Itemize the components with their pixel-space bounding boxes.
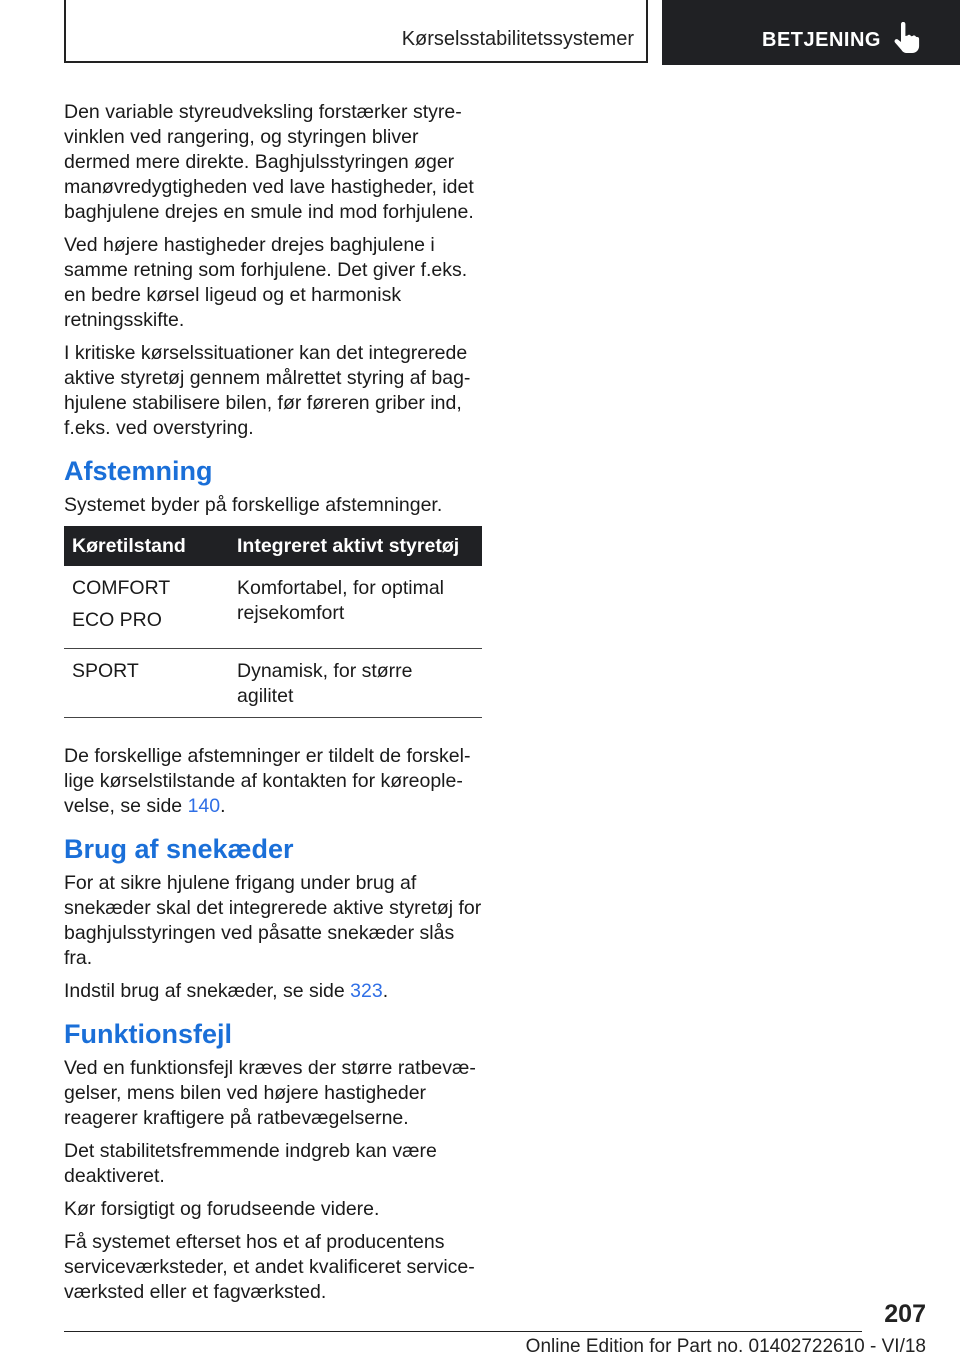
chapter-title: Kørselsstabilitetssystemer [401, 28, 634, 50]
funktionsfejl-paragraph-3: Kør forsigtigt og forudseende videre. [64, 1198, 380, 1220]
reference-text: Indstil brug af snekæder, se side [64, 980, 351, 1002]
description-cell: Dynamisk, for større agilitet [229, 649, 482, 718]
funktionsfejl-paragraph-2: Det stabilitetsfremmende indgreb kan være deaktiveret. [64, 1140, 437, 1187]
mode-table [64, 526, 482, 718]
footer-divider [64, 1331, 862, 1332]
page-link-140[interactable]: 140 [187, 795, 221, 817]
heading-snekaeder: Brug af snekæder [64, 834, 294, 864]
header-chapter-box [64, 0, 648, 63]
page-link-323[interactable]: 323 [350, 980, 383, 1002]
snekaeder-paragraph: For at sikre hjulene frigang under brug af snekæder skal det integrerede aktive styretøj for baghjulsstyringen ved påsatte snekæder slås fra. [64, 872, 482, 969]
section-title: BETJENING [762, 29, 881, 51]
heading-funktionsfejl: Funktionsfejl [64, 1019, 232, 1049]
description-cell: Komfortabel, for optimal rejsekomfort [229, 566, 482, 649]
afstemning-reference [64, 744, 482, 819]
table-header-row [64, 526, 482, 566]
column-header-mode: Køretilstand [64, 526, 229, 566]
footer-edition: Online Edition for Part no. 01402722610 - VI/18 [525, 1336, 926, 1357]
mode-comfort: COMFORT [72, 577, 171, 599]
main-column [64, 100, 482, 1313]
table-row [64, 566, 482, 649]
reference-text: De forskellige afstemninger er tildelt de forskellige kørselstilstande af kontakten for køreoplevelse, se side [64, 745, 471, 817]
reference-end: . [220, 795, 226, 817]
column-header-steering: Integreret aktivt styretøj [229, 526, 482, 566]
reference-end: . [382, 980, 389, 1002]
mode-sport: SPORT [64, 649, 229, 718]
page-number: 207 [884, 1300, 926, 1328]
table-row [64, 649, 482, 718]
funktionsfejl-paragraph-4: Få systemet efterset hos et af producentens serviceværksteder, et andet kvalificeret serviceværksted eller et fagværksted. [64, 1231, 475, 1303]
mode-cell [64, 566, 229, 649]
snekaeder-reference [64, 979, 482, 1004]
funktionsfejl-paragraph-1: Ved en funktionsfejl kræves der større ratbevægelser, mens bilen ved højere hastigheder reagerer kraftigere på ratbevægelserne. [64, 1057, 476, 1129]
mode-eco-pro: ECO PRO [72, 609, 162, 631]
heading-afstemning: Afstemning [64, 456, 213, 486]
intro-paragraph-3: I kritiske kørselssituationer kan det integrerede aktive styretøj gennem målrettet styring af baghjulene stabilisere bilen, før føreren griber ind, f.eks. ved overstyring. [64, 342, 471, 439]
intro-paragraph-1: Den variable styreudveksling forstærker styrevinklen ved rangering, og styringen bliver dermed mere direkte. Baghjulsstyringen øger manøvredygtigheden ved lave hastigheder, idet baghjulene drejes en smule ind mod forhjulene. [64, 101, 474, 223]
header-section-tab[interactable] [662, 0, 960, 65]
pointing-hand-icon [892, 22, 920, 56]
intro-paragraph-2: Ved højere hastigheder drejes baghjulene i samme retning som forhjulene. Det giver f.eks. en bedre kørsel ligeud og et harmonisk retningsskifte. [64, 234, 468, 331]
afstemning-intro: Systemet byder på forskellige afstemninger. [64, 494, 443, 516]
